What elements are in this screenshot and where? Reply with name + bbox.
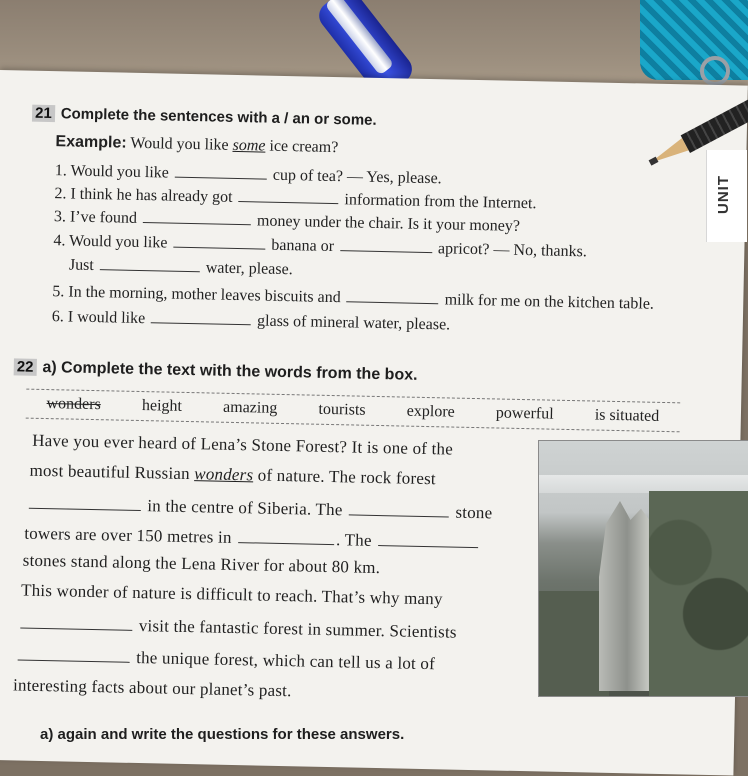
item-text: I’ve found <box>69 208 138 227</box>
exercise-22-heading <box>14 358 418 384</box>
answer-blank[interactable] <box>349 497 449 517</box>
item-text: I think he has already got <box>70 185 233 206</box>
text-fragment: most beautiful Russian <box>29 460 191 484</box>
exercise-21-title: Complete the sentences with a / an or some. <box>60 105 377 129</box>
answer-blank[interactable] <box>173 231 265 250</box>
word-box-item: wonders <box>46 395 101 414</box>
item-text: cup of tea? — Yes, please. <box>272 166 442 188</box>
answer-blank[interactable] <box>347 285 439 304</box>
item-4b <box>69 252 293 279</box>
item-number: 2. <box>54 185 67 203</box>
word-box-item: powerful <box>495 404 554 423</box>
text-line-6: This wonder of nature is difficult to reach. That’s why many <box>20 580 443 609</box>
answer-blank[interactable] <box>175 161 267 180</box>
answer-blank[interactable] <box>20 611 132 631</box>
exercise-22b-heading: a) again and write the questions for these answers. <box>40 726 405 743</box>
photo-forest <box>649 491 748 696</box>
example-line <box>55 133 338 157</box>
item-text: glass of mineral water, please. <box>256 312 451 334</box>
answer-blank[interactable] <box>378 528 478 548</box>
item-text: In the morning, mother leaves biscuits and <box>68 283 341 307</box>
blue-bag <box>640 0 748 80</box>
exercise-21-number: 21 <box>32 105 55 122</box>
text-line-9: interesting facts about our planet’s past. <box>12 675 292 701</box>
item-text: Would you like <box>68 232 168 252</box>
text-line-2 <box>29 461 436 490</box>
word-box-item: explore <box>406 402 455 421</box>
item-number: 1. <box>54 162 68 180</box>
text-line-5: stones stand along the Lena River for about 80 km. <box>22 550 381 578</box>
item-number: 4. <box>53 232 66 250</box>
item-text: apricot? — No, thanks. <box>437 240 587 261</box>
word-box <box>26 389 680 433</box>
text-line-4 <box>24 521 480 554</box>
answer-blank[interactable] <box>18 643 130 663</box>
example-word: some <box>232 136 266 155</box>
exercise-21-heading <box>32 105 377 129</box>
item-text: milk for me on the kitchen table. <box>444 291 655 313</box>
exercise-22-title: a) Complete the text with the words from the box. <box>42 358 418 384</box>
text-fragment: stone <box>455 502 493 523</box>
item-number: 5. <box>52 283 65 301</box>
answer-blank[interactable] <box>340 234 432 253</box>
word-box-item: amazing <box>222 398 278 417</box>
text-fragment: the unique forest, which can tell us a lot of <box>135 647 436 674</box>
keyring <box>700 56 730 86</box>
item-text: I would like <box>67 308 146 328</box>
filled-word: wonders <box>194 464 254 485</box>
item-text: banana or <box>271 236 335 256</box>
text-line-8 <box>16 642 436 674</box>
item-text: Just <box>68 256 95 275</box>
unit-side-tab <box>706 150 747 242</box>
item-number: 6. <box>51 308 65 326</box>
item-6 <box>52 304 451 334</box>
photo-trees-left <box>539 591 609 696</box>
text-line-7 <box>18 611 457 643</box>
text-line-1: Have you ever heard of Lena’s Stone Forest? It is one of the <box>32 430 454 459</box>
example-pre: Would you like <box>130 134 229 154</box>
answer-blank[interactable] <box>238 525 334 545</box>
item-number: 3. <box>53 208 67 226</box>
item-text: money under the chair. Is it your money? <box>256 212 521 235</box>
item-text: information from the Internet. <box>344 191 537 213</box>
answer-blank[interactable] <box>143 206 251 225</box>
word-box-item: is situated <box>594 406 660 425</box>
word-box-item: height <box>141 397 183 415</box>
answer-blank[interactable] <box>100 253 200 272</box>
unit-label: UNIT <box>715 175 732 214</box>
text-fragment: of nature. The rock forest <box>257 465 437 489</box>
example-post: ice cream? <box>269 137 339 157</box>
text-fragment: . The <box>335 530 372 550</box>
lena-pillars-photo <box>538 440 748 697</box>
example-label: Example: <box>55 133 127 152</box>
text-fragment: in the centre of Siberia. The <box>147 496 343 520</box>
answer-blank[interactable] <box>29 491 141 511</box>
exercise-22-number: 22 <box>14 358 37 375</box>
text-line-3 <box>27 491 493 524</box>
item-text: Would you like <box>70 162 170 182</box>
answer-blank[interactable] <box>238 185 338 204</box>
text-fragment: towers are over 150 metres in <box>24 523 232 547</box>
item-text: water, please. <box>205 259 293 279</box>
answer-blank[interactable] <box>151 306 251 325</box>
word-box-item: tourists <box>318 400 366 419</box>
text-fragment: visit the fantastic forest in summer. Scientists <box>138 616 457 642</box>
